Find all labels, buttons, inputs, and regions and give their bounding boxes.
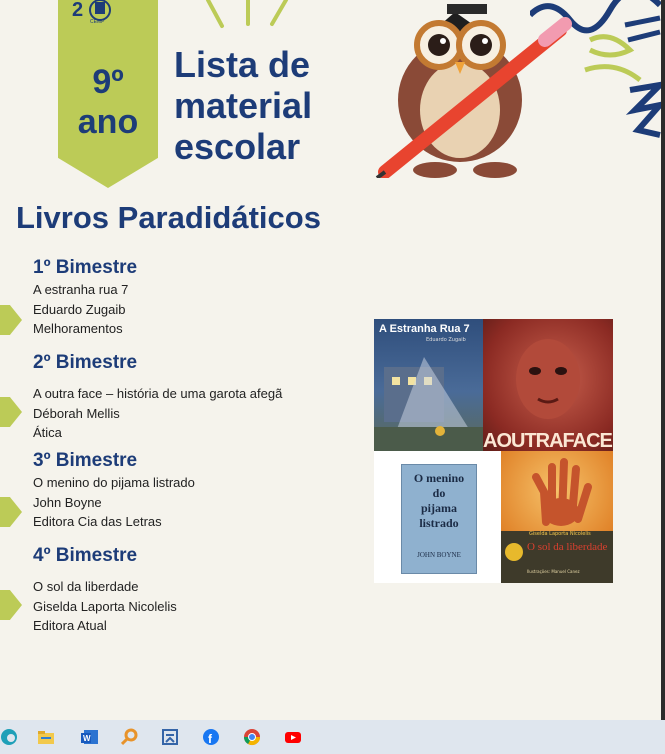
search-app-icon[interactable] (121, 728, 139, 746)
badge-icon (505, 543, 523, 561)
cover-title (402, 471, 476, 531)
photos-icon[interactable] (161, 728, 179, 746)
bimestre-3 (33, 449, 363, 532)
cover-illustrator: Ilustrações: Manuel Canez (527, 569, 580, 574)
owl-illustration (365, 0, 575, 178)
window-edge (661, 0, 665, 720)
chrome-icon[interactable] (243, 728, 261, 746)
grade-number: 9º (92, 63, 124, 101)
bimestre-2 (33, 351, 363, 443)
bimestre-heading: 2º Bimestre (33, 352, 138, 373)
bimestre-4 (33, 544, 363, 636)
cover-title: AOUTRAFACE (483, 430, 612, 451)
arrow-marker-4 (0, 590, 22, 620)
arrow-marker-2 (0, 397, 22, 427)
cover-title-line: listrado (419, 516, 459, 530)
title-line-3: escolar (174, 126, 301, 167)
street-scene-illustration (374, 347, 483, 451)
book-publisher: Melhoramentos (33, 321, 123, 336)
book-title: A estranha rua 7 (33, 282, 129, 297)
cover-o-menino-do-pijama-listrado (374, 451, 501, 583)
book-author: Déborah Mellis (33, 405, 120, 421)
cover-title: A Estranha Rua 7 (379, 323, 470, 335)
book-author: Giselda Laporta Nicolelis (33, 598, 177, 614)
book-publisher: Ática (33, 425, 62, 440)
youtube-icon[interactable] (284, 728, 302, 746)
cover-title-line: O menino (413, 471, 465, 485)
title-line-1: Lista de (174, 44, 311, 85)
cover-inner (401, 464, 477, 574)
cover-title-line: do (432, 486, 446, 500)
title-line-2: material (174, 85, 313, 126)
cover-author: JOHN BOYNE (417, 551, 461, 559)
arrow-marker-3 (0, 497, 22, 527)
windows-taskbar (0, 720, 665, 754)
grade-word: ano (77, 103, 139, 141)
bimestre-heading: 4º Bimestre (33, 545, 138, 566)
cover-title-line: pijama (421, 501, 457, 515)
book-title: O sol da liberdade (33, 579, 139, 594)
page-title (174, 44, 312, 167)
svg-text:W: W (83, 734, 91, 743)
cover-author: Eduardo Zugaib (426, 337, 466, 343)
book-author: Eduardo Zugaib (33, 301, 126, 317)
book-publisher: Editora Atual (33, 618, 107, 633)
book-author: John Boyne (33, 494, 102, 510)
book-title: O menino do pijama listrado (33, 475, 195, 490)
svg-text:f: f (208, 732, 212, 746)
bimestre-heading: 3º Bimestre (33, 450, 138, 471)
section-title: Livros Paradidáticos (16, 200, 321, 235)
cover-a-outra-face (483, 319, 613, 451)
edge-icon[interactable] (0, 728, 18, 746)
svg-text:2: 2 (72, 0, 84, 21)
word-icon[interactable] (81, 728, 99, 746)
bimestre-1 (33, 256, 363, 339)
book-publisher: Editora Cia das Letras (33, 514, 162, 529)
school-logo (70, 0, 120, 24)
book-covers-collage (374, 319, 613, 583)
facebook-icon[interactable] (202, 728, 220, 746)
hand-illustration (526, 457, 596, 527)
bimestre-heading: 1º Bimestre (33, 257, 138, 278)
cover-o-sol-da-liberdade (501, 451, 613, 583)
book-title: A outra face – história de uma garota afegã (33, 386, 283, 401)
svg-text:CEMP: CEMP (90, 19, 105, 24)
grade-label (62, 62, 154, 142)
sun-rays-decoration (200, 0, 300, 30)
arrow-marker-1 (0, 305, 22, 335)
cover-a-estranha-rua-7 (374, 319, 483, 451)
file-explorer-icon[interactable] (37, 728, 55, 746)
cover-author: Giselda Laporta Nicolelis (529, 531, 591, 537)
face-illustration (503, 329, 593, 429)
cover-title: O sol da liberdade (527, 541, 608, 553)
